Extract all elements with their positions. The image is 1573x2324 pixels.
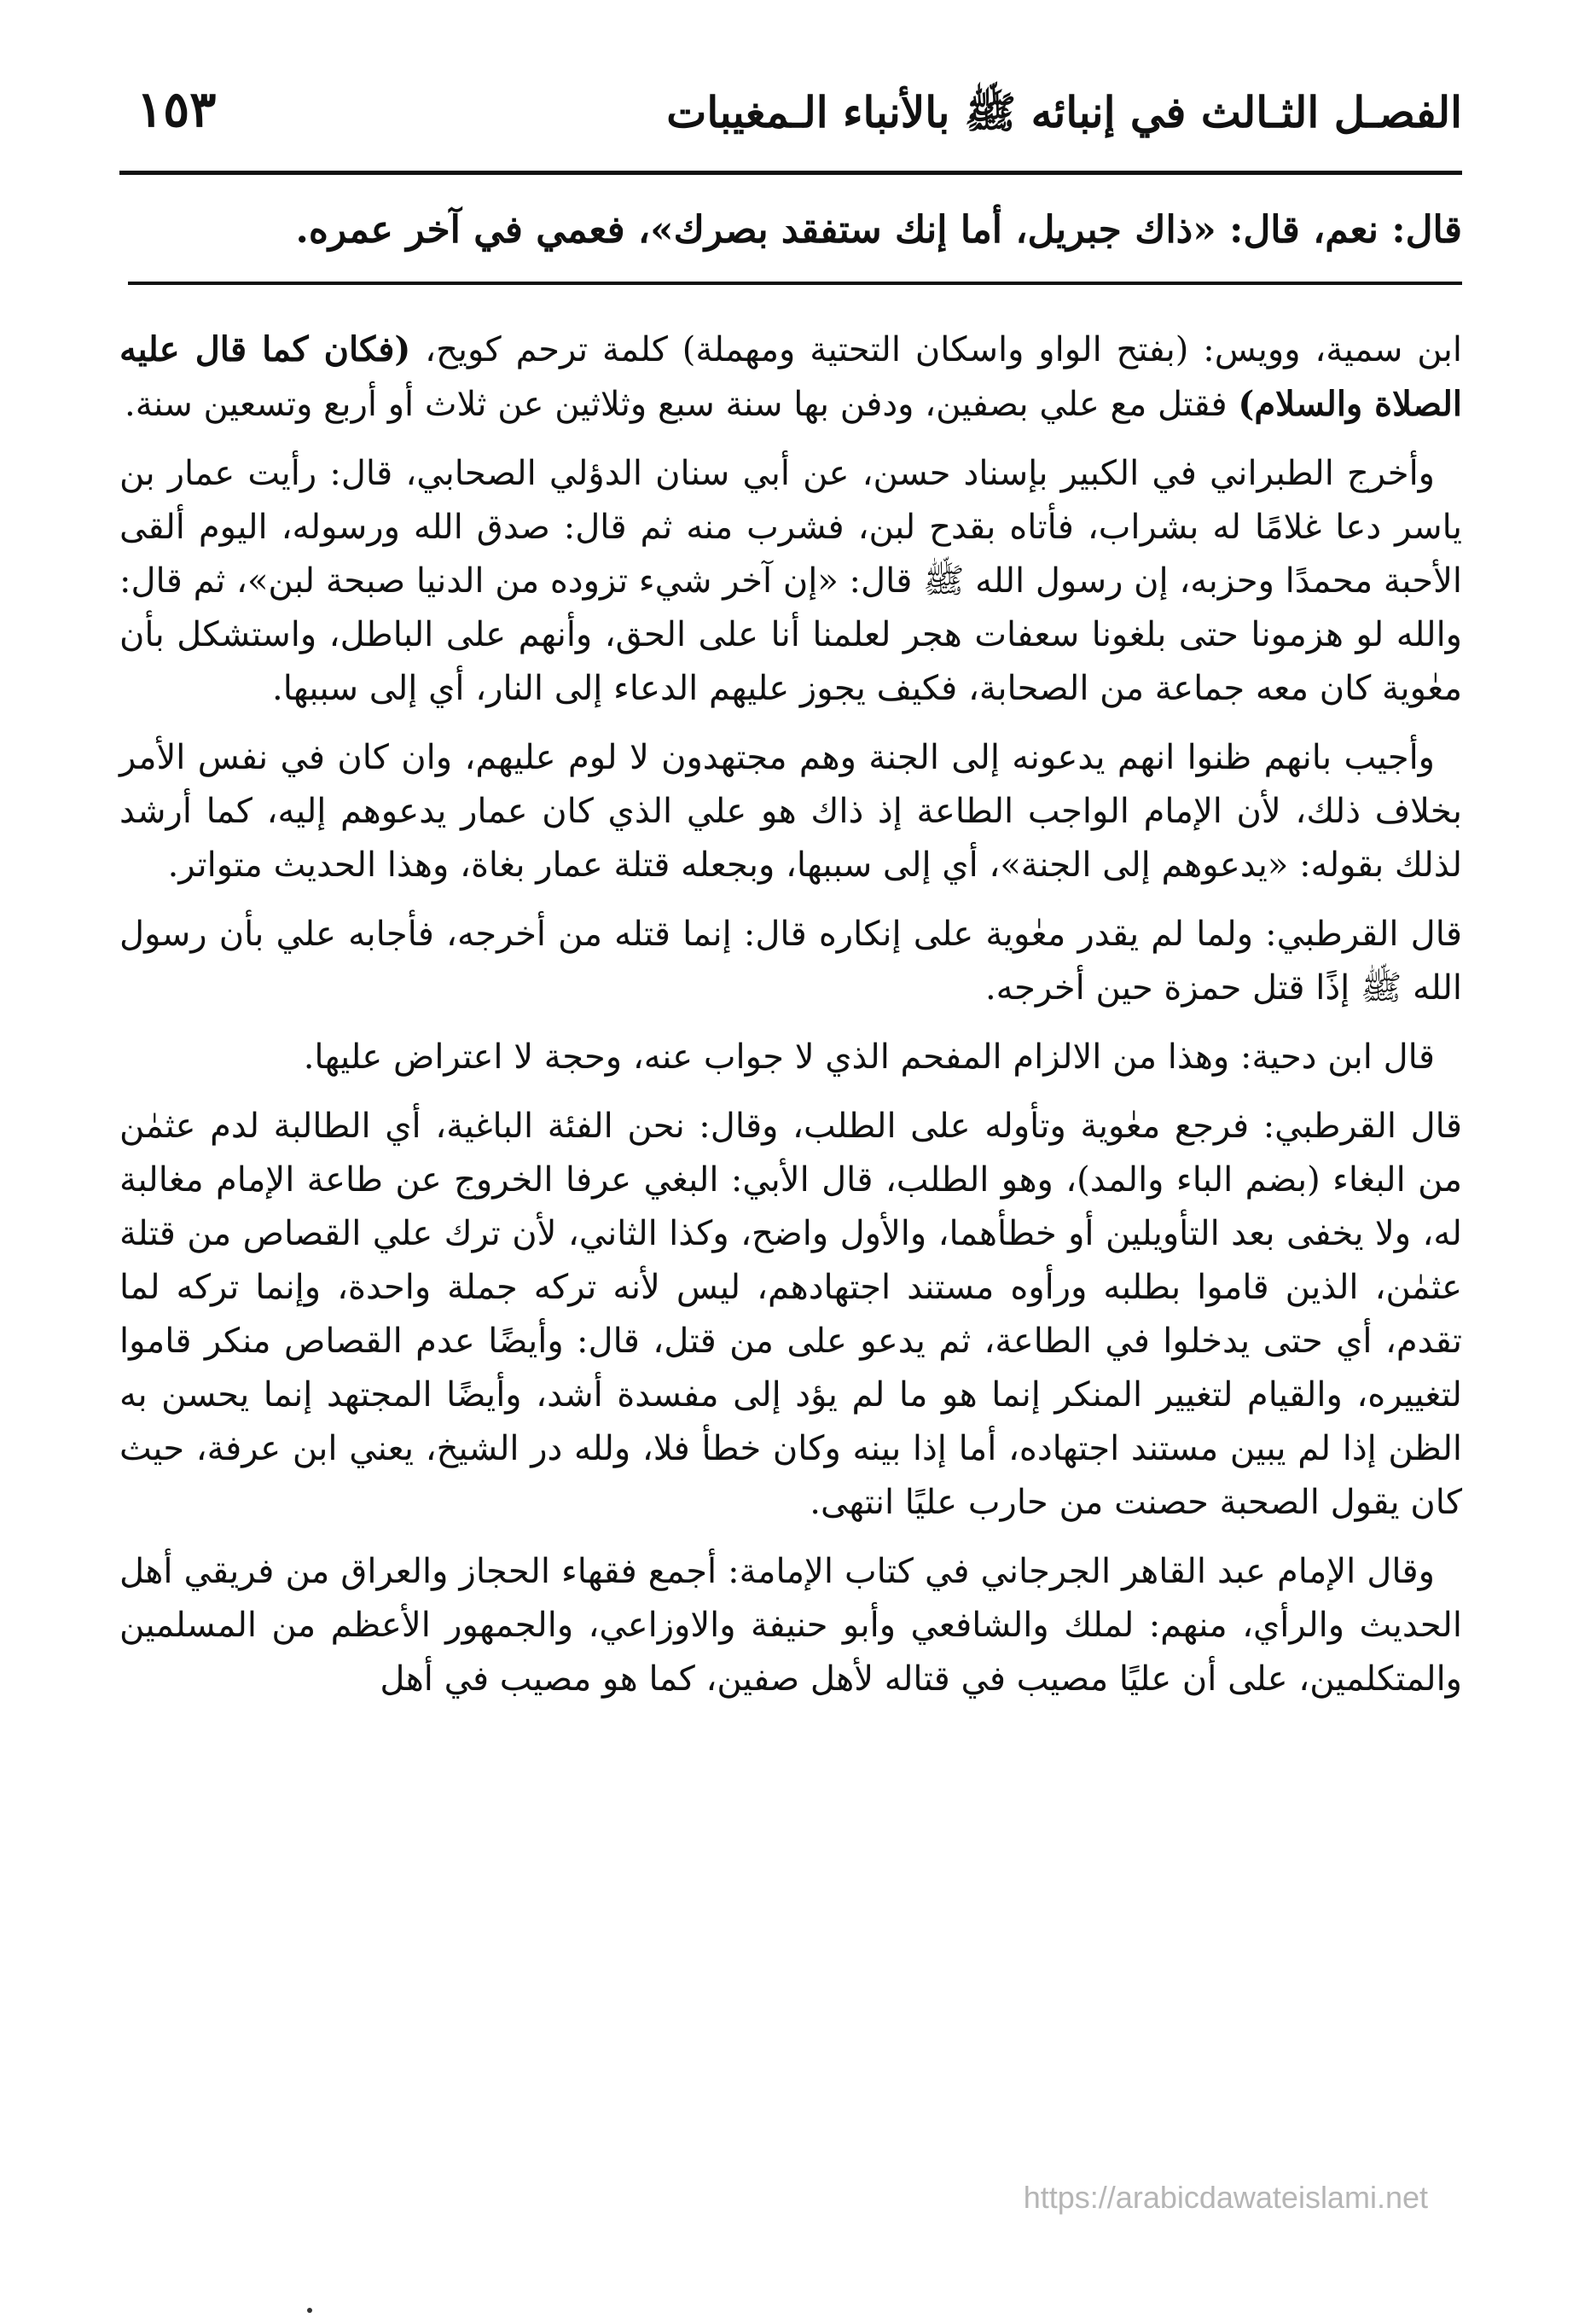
commentary-paragraph-5: قال ابن دحية: وهذا من الالزام المفحم الذي لا جواب عنه، وحجة لا اعتراض عليها. [303,1037,1435,1077]
commentary-paragraph-1 [119,322,1462,432]
commentary-paragraph-2: وأخرج الطبراني في الكبير بإسناد حسن، عن أبي سنان الدؤلي الصحابي، قال: رأيت عمار بن ياسر دعا غلامًا له بشراب، فأتاه بقدح لبن، فشرب منه ثم قال: صدق الله ورسوله، اليوم ألقى الأحبة محمدًا وحزبه، إن رسول الله ﷺ قال: «إن آخر شيء تزوده من الدنيا صبحة لبن»، ثم قال: والله لو هزمونا حتى بلغونا سعفات هجر لعلمنا أنا على الحق، وأنهم على الباطل، واستشكل بأن معٰوية كان معه جماعة من الصحابة، فكيف يجوز عليهم الدعاء إلى النار، أي إلى سببها. [119,454,1463,708]
chapter-title: الفصـل الثـالث في إنبائه ﷺ بالأنباء الـمغيبات [666,87,1462,137]
paragraph-1-highlight: (فكان كما قال عليه الصلاة والسلام) [119,329,1462,424]
separator-line [128,282,1462,285]
commentary-paragraph-6: قال القرطبي: فرجع معٰوية وتأوله على الطلب، وقال: نحن الفئة الباغية، أي الطالبة لدم عثمٰن من البغاء (بضم الباء والمد)، وهو الطلب، قال الأبي: البغي عرفا الخروج عن طاعة الإمام مغالبة له، ولا يخفى بعد التأويلين أو خطأهما، والأول واضح، وكذا الثاني، لأن ترك علي القصاص من قتلة عثمٰن، الذين قاموا بطلبه ورأوه مستند اجتهادهم، ليس لأنه تركه جملة واحدة، وإنما تركه لما تقدم، أي حتى يدخلوا في الطاعة، ثم يدعو على من قتل، قال: وأيضًا عدم القصاص منكر قاموا لتغييره، والقيام لتغيير المنكر إنما هو ما لم يؤد إلى مفسدة أشد، وأيضًا المجتهد إنما يحسن به الظن إذا لم يبين مستند اجتهاده، أما إذا بينه وكان خطأ فلا، ولله در الشيخ، يعني ابن عرفة، حيث كان يقول الصحبة حصنت من حارب عليًا انتهى. [119,1107,1462,1522]
commentary-paragraph-3: وأجيب بانهم ظنوا انهم يدعونه إلى الجنة وهم مجتهدون لا لوم عليهم، وان كان في نفس الأمر بخلاف ذلك، لأن الإمام الواجب الطاعة إذ ذاك هو علي الذي كان عمار يدعوهم إليه، كما أرشد لذلك بقوله: «يدعوهم إلى الجنة»، أي إلى سببها، وبجعله قتلة عمار بغاة، وهذا الحديث متواتر. [119,738,1462,885]
scan-dot [307,2308,312,2313]
page-number: ١٥٣ [136,80,217,138]
commentary-paragraph-4: قال القرطبي: ولما لم يقدر معٰوية على إنكاره قال: إنما قتله من أخرجه، فأجابه علي بأن رسول الله ﷺ إذًا قتل حمزة حين أخرجه. [119,915,1462,1008]
commentary-paragraph-7: وقال الإمام عبد القاهر الجرجاني في كتاب الإمامة: أجمع فقهاء الحجاز والعراق من فريقي أهل الحديث والرأي، منهم: لملك والشافعي وأبو حنيفة والاوزاعي، والجمهور الأعظم من المسلمين والمتكلمين، على أن عليًا مصيب في قتاله لأهل صفين، كما هو مصيب في أهل [119,1552,1462,1699]
page-header [119,68,1462,175]
paragraph-1-end: فقتل مع علي بصفين، ودفن بها سنة سبع وثلاثين عن ثلاث أو أربع وتسعين سنة. [125,385,1228,424]
commentary-section [119,322,1462,1706]
watermark-url: https://arabicdawateislami.net [1023,2180,1428,2215]
paragraph-1-start: ابن سمية، وويس: (بفتح الواو واسكان التحتية ومهملة) كلمة ترحم كويح، [425,330,1463,369]
hadith-text: قال: نعم، قال: «ذاك جبريل، أما إنك ستفقد بصرك»، فعمي في آخر عمره. [295,208,1462,252]
